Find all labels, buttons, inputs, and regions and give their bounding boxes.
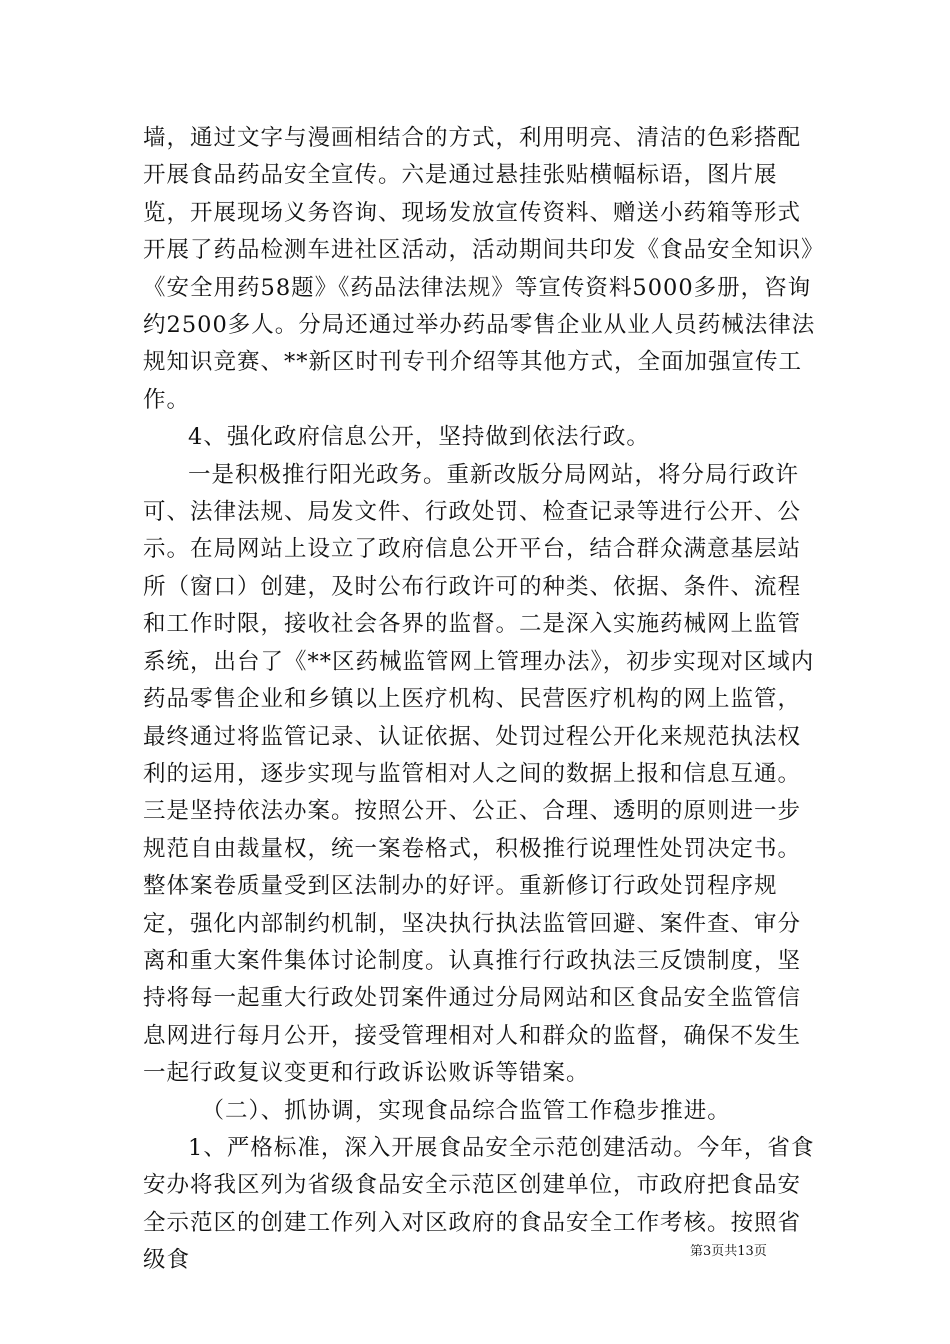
page-number-footer: 第3页共13页	[690, 1244, 767, 1259]
paragraph-propaganda-continuation: 墙，通过文字与漫画相结合的方式，利用明亮、清洁的色彩搭配开展食品药品安全宣传。六是通过悬挂张贴横幅标语，图片展览，开展现场义务咨询、现场发放宣传资料、赠送小药箱等形式开展了药品检测车进社区活动，活动期间共印发《食品安全知识》《安全用药58题》《药品法律法规》等宣传资料5000多册，咨询约2500多人。分局还通过举办药品零售企业从业人员药械法律法规知识竞赛、**新区时刊专刊介绍等其他方式，全面加强宣传工作。	[143, 125, 816, 413]
section-heading-info-disclosure: 4、强化政府信息公开，坚持做到依法行政。	[188, 424, 650, 451]
paragraph-food-safety-demonstration: 1、严格标准，深入开展食品安全示范创建活动。今年，省食安办将我区列为省级食品安全示范区创建单位，市政府把食品安全示范区的创建工作列入对区政府的食品安全工作考核。按照省级食	[143, 1134, 815, 1274]
section-heading-coordination: （二）、抓协调，实现食品综合监管工作稳步推进。	[201, 1097, 731, 1124]
document-body	[143, 120, 823, 1280]
paragraph-sunshine-government: 一是积极推行阳光政务。重新改版分局网站，将分局行政许可、法律法规、局发文件、行政处罚、检查记录等进行公开、公示。在局网站上设立了政府信息公开平台，结合群众满意基层站所（窗口）创建，及时公布行政许可的种类、依据、条件、流程和工作时限，接收社会各界的监督。二是深入实施药械网上监管系统，出台了《**区药械监管网上管理办法》，初步实现对区域内药品零售企业和乡镇以上医疗机构、民营医疗机构的网上监管，最终通过将监管记录、认证依据、处罚过程公开化来规范执法权利的运用，逐步实现与监管相对人之间的数据上报和信息互通。三是坚持依法办案。按照公开、公正、合理、透明的原则进一步规范自由裁量权，统一案卷格式，积极推行说理性处罚决定书。整体案卷质量受到区法制办的好评。重新修订行政处罚程序规定，强化内部制约机制，坚决执行执法监管回避、案件查、审分离和重大案件集体讨论制度。认真推行行政执法三反馈制度，坚持将每一起重大行政处罚案件通过分局网站和区食品安全监管信息网进行每月公开，接受管理相对人和群众的监督，确保不发生一起行政复议变更和行政诉讼败诉等错案。	[143, 461, 815, 1087]
